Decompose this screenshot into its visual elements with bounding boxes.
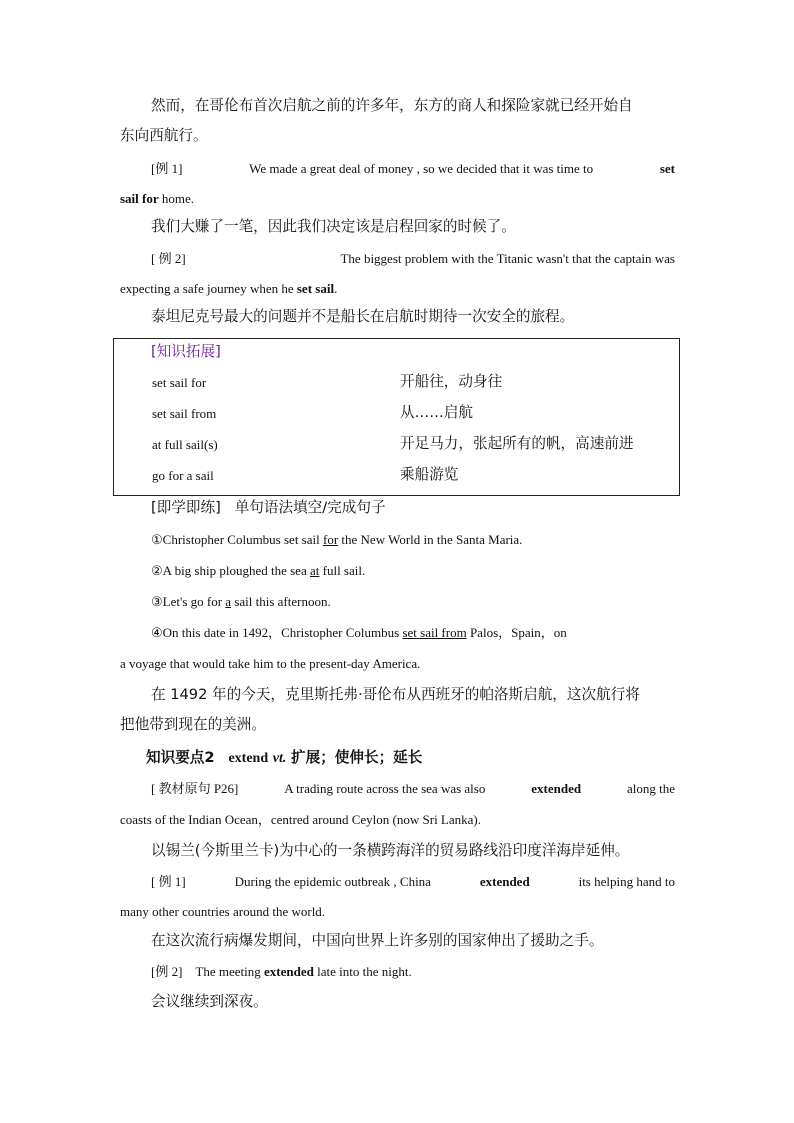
knowledge-phrase: set sail from <box>152 406 217 421</box>
example2-bold: set sail <box>296 281 335 296</box>
answer-blank: a <box>225 594 232 609</box>
practice-header <box>151 498 386 518</box>
knowledge-meaning: 从……启航 <box>400 404 473 421</box>
practice-q2: ②A big ship ploughed the sea at full sail. <box>151 563 366 578</box>
example3-label: [ 例 1] <box>151 874 186 889</box>
textbook-label: [ 教材原句 P26] <box>151 781 239 796</box>
textbook-en-line1: [ 教材原句 P26] A trading route across the sea was also extended along the <box>151 779 675 799</box>
example4-label: [例 2] <box>151 964 183 979</box>
example4-bold: extended <box>264 964 314 979</box>
knowledge-phrase: set sail for <box>152 375 207 390</box>
key-point-word: extend <box>228 751 269 766</box>
example2-zh: 泰坦尼克号最大的问题并不是船长在启航时期待一次安全的旅程。 <box>151 308 575 325</box>
answer-blank: set sail from <box>402 625 467 640</box>
example1-bold-set: set <box>659 161 675 176</box>
practice-q1: ①Christopher Columbus set sail for the New World in the Santa Maria. <box>151 532 523 547</box>
knowledge-meaning: 开船往，动身往 <box>400 373 503 390</box>
example2-en-line2: expecting a safe journey when he set sail. <box>120 281 338 296</box>
example1-en-line2 <box>120 189 194 209</box>
example2-text2: expecting a safe journey when he <box>120 281 294 296</box>
example3-zh: 在这次流行病爆发期间，中国向世界上许多别的国家伸出了援助之手。 <box>151 932 604 949</box>
answer-blank: at <box>309 563 320 578</box>
practice-q4-line2: a voyage that would take him to the present-day America. <box>120 656 421 671</box>
example3-bold: extended <box>479 874 530 889</box>
textbook-zh: 以锡兰(今斯里兰卡)为中心的一条横跨海洋的贸易路线沿印度洋海岸延伸。 <box>151 842 630 859</box>
example1-zh: 我们大赚了一笔，因此我们决定该是启程回家的时候了。 <box>151 218 516 235</box>
knowledge-phrase: go for a sail <box>152 468 214 483</box>
example2-en-line1 <box>151 249 675 269</box>
key-point-pos: vt. <box>272 751 287 766</box>
key-point-heading <box>146 748 422 769</box>
answer-blank: for <box>322 532 339 547</box>
example3-en-line1: [ 例 1] During the epidemic outbreak , China extended its helping hand to <box>151 872 675 892</box>
practice-zh-line1: 在 1492 年的今天，克里斯托弗·哥伦布从西班牙的帕洛斯启航，这次航行将 <box>151 686 640 703</box>
knowledge-box-title: [知识拓展] <box>151 343 221 360</box>
practice-zh-line2: 把他带到现在的美洲。 <box>120 716 266 733</box>
knowledge-meaning: 开足马力，张起所有的帆，高速前进 <box>400 435 634 452</box>
practice-q3: ③Let's go for a sail this afternoon. <box>151 594 331 609</box>
intro-line-2: 东向西航行。 <box>120 127 208 144</box>
textbook-bold: extended <box>531 781 582 796</box>
practice-label: [即学即练] <box>151 499 221 516</box>
practice-q4: ④On this date in 1492，Christopher Columbus set sail from Palos，Spain，on <box>151 625 567 640</box>
example1-label: [例 1] <box>151 161 183 176</box>
key-point-meaning: 扩展；使伸长；延长 <box>291 749 423 766</box>
example4-en: [例 2] The meeting extended late into the night. <box>151 964 412 979</box>
knowledge-phrase: at full sail(s) <box>152 437 218 452</box>
textbook-en-line2: coasts of the Indian Ocean，centred around Ceylon (now Sri Lanka). <box>120 812 481 827</box>
example4-zh: 会议继续到深夜。 <box>151 993 268 1010</box>
key-point-label: 知识要点2 <box>146 749 215 766</box>
example3-en-line2: many other countries around the world. <box>120 904 326 919</box>
knowledge-meaning: 乘船游览 <box>400 466 459 483</box>
intro-line-1: 然而，在哥伦布首次启航之前的许多年，东方的商人和探险家就已经开始自 <box>151 97 633 114</box>
example2-text: The biggest problem with the Titanic wasn't that the captain was <box>340 251 675 266</box>
example1-bold-sail-for: sail for <box>120 191 159 206</box>
example1-text: We made a great deal of money , so we decided that it was time to <box>249 161 594 176</box>
example1-home: home. <box>161 191 195 206</box>
knowledge-box <box>113 338 680 496</box>
example2-label: [ 例 2] <box>151 251 186 266</box>
practice-title: 单句语法填空/完成句子 <box>234 499 386 516</box>
example1-en-line1 <box>151 159 675 179</box>
